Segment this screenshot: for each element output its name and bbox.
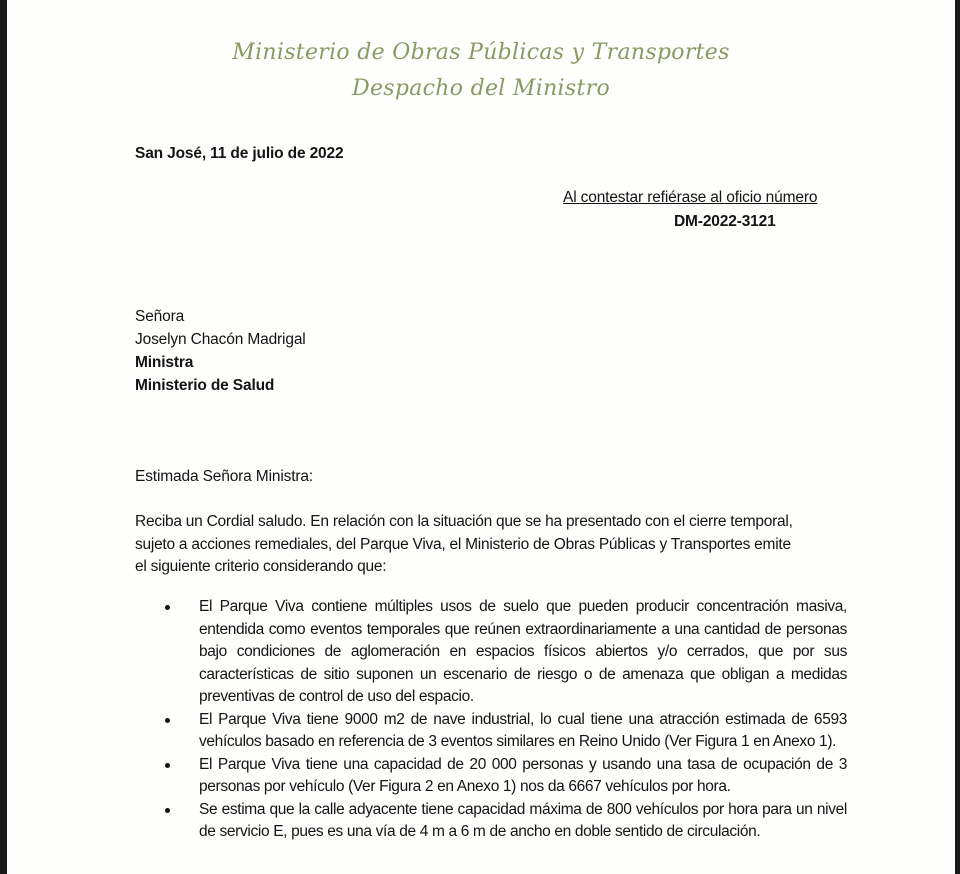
criteria-text: El Parque Viva tiene una capacidad de 20 000 personas y usando una tasa de ocupación de 3 personas por vehículo (Ver Figura 2 en Anexo 1) nos da 6667 vehículos por hora. [199,755,847,795]
bullet-icon [165,605,170,610]
criteria-item [157,709,847,754]
criteria-text: El Parque Viva contiene múltiples usos de suelo que pueden producir concentración masiva, entendida como eventos temporales que reúnen extraordinariamente a una cantidad de personas bajo condiciones de aglomeración en espacios físicos abiertos y/o cerrados, que por sus características de sitio suponen un escenario de riesgo o de amenaza que obligan a medidas preventivas de control de uso del espacio. [199,598,847,705]
intro-line: el siguiente criterio considerando que: [135,558,387,575]
document-page [7,0,955,874]
intro-paragraph [135,511,840,579]
letterhead-office: Despacho del Ministro [352,76,610,101]
addressee-institution: Ministerio de Salud [135,377,275,394]
reference-label: Al contestar refiérase al oficio número [563,189,818,206]
intro-line: Reciba un Cordial saludo. En relación con la situación que se ha presentado con el cierre temporal, [135,513,793,530]
criteria-list [157,596,847,844]
addressee-name: Joselyn Chacón Madrigal [135,331,306,348]
criteria-text: El Parque Viva tiene 9000 m2 de nave industrial, lo cual tiene una atracción estimada de 6593 vehículos basado en referencia de 3 eventos similares en Reino Unido (Ver Figura 1 en Anexo 1). [199,710,847,750]
criteria-item [157,596,847,709]
criteria-text: Se estima que la calle adyacente tiene capacidad máxima de 800 vehículos por hora para un nivel de servicio E, pues es una vía de 4 m a 6 m de ancho en doble sentido de circulación. [199,800,847,840]
addressee-position: Ministra [135,354,194,371]
greeting: Estimada Señora Ministra: [135,468,314,485]
criteria-item [157,799,847,844]
reference-number: DM-2022-3121 [674,213,776,230]
addressee-title: Señora [135,308,185,325]
criteria-item [157,754,847,799]
letterhead-ministry: Ministerio de Obras Públicas y Transportes [232,40,730,65]
bullet-icon [165,763,170,768]
letter-date: San José, 11 de julio de 2022 [135,145,344,162]
intro-line: sujeto a acciones remediales, del Parque Viva, el Ministerio de Obras Públicas y Transportes emite [135,535,791,553]
bullet-icon [165,718,170,723]
bullet-icon [165,808,170,813]
